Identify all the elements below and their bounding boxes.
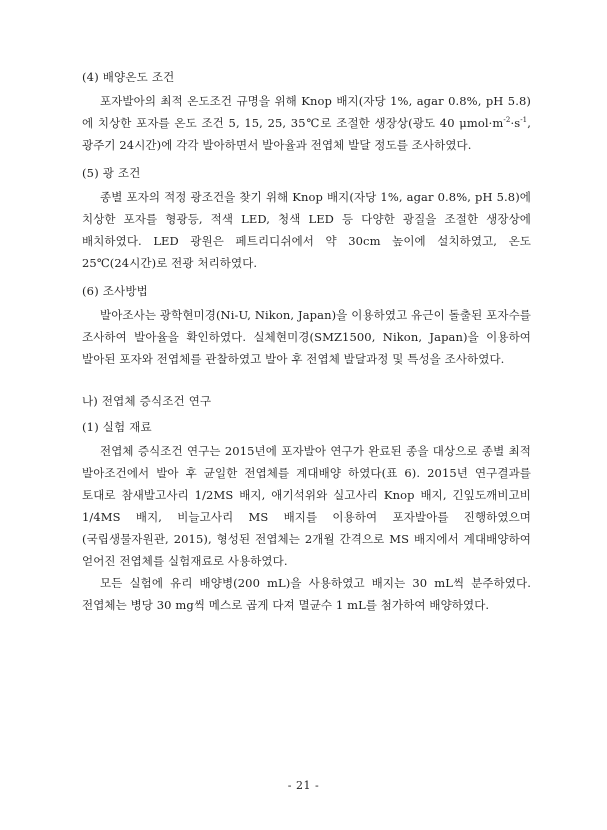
paragraph-text: , 광주기 24시간)에 각각 발아하면서 발아율과 전엽체 발달 정도를 조사하였다.: [82, 116, 531, 152]
superscript: -2: [503, 116, 511, 125]
superscript: -1: [520, 116, 528, 125]
section-heading-culture-temperature: (4) 배양온도 조건: [82, 70, 175, 84]
paragraph-text: ·s: [510, 116, 521, 130]
paragraph-experimental-materials: 전엽체 증식조건 연구는 2015년에 포자발아 연구가 완료된 종을 대상으로 종별 최적 발아조건에서 발아 후 균일한 전엽체를 계대배양 하였다(표 6). 2015년 연구결과를 토대로 참새발고사리 1/2MS 배지, 애기석위와 실고사리 Knop 배지, 긴잎도깨비고비 1/4MS 배지, 비늘고사리 MS 배지를 이용하여 포자발아를 진행하였으며(국립생물자원관, 2015), 형성된 전엽체는 2개월 간격으로 MS 배지에서 계대배양하여 얻어진 전엽체를 실험재료로 사용하였다.: [82, 444, 531, 568]
paragraph-culture-vessels: 모든 실험에 유리 배양병(200 mL)을 사용하였고 배지는 30 mL씩 분주하였다. 전엽체는 병당 30 mg씩 메스로 곱게 다져 멸균수 1 mL를 첨가하여 배양하였다.: [82, 576, 531, 612]
section-heading-experimental-materials: (1) 실험 재료: [82, 420, 152, 434]
paragraph-light-conditions: 종별 포자의 적정 광조건을 찾기 위해 Knop 배지(자당 1%, agar 0.8%, pH 5.8)에 치상한 포자를 형광등, 적색 LED, 청색 LED 등 다양한 광질을 조절한 생장상에 배치하였다. LED 광원은 페트리디쉬에서 약 30cm 높이에 설치하였고, 온도 25℃(24시간)로 전광 처리하였다.: [82, 190, 531, 270]
section-heading-light-conditions: (5) 광 조건: [82, 166, 141, 180]
page-content: [82, 68, 531, 616]
major-heading-prothallus-proliferation: 나) 전엽체 증식조건 연구: [82, 394, 212, 408]
paragraph-survey-method: 발아조사는 광학현미경(Ni-U, Nikon, Japan)을 이용하였고 유근이 돌출된 포자수를 조사하여 발아율을 확인하였다. 실체현미경(SMZ1500, Nikon, Japan)을 이용하여 발아된 포자와 전엽체를 관찰하였고 발아 후 전엽체 발달과정 및 특성을 조사하였다.: [82, 308, 531, 366]
paragraph-culture-temperature: [82, 90, 531, 156]
section-heading-survey-method: (6) 조사방법: [82, 284, 148, 298]
page-number: - 21 -: [287, 779, 320, 792]
paragraph-text: 포자발아의 최적 온도조건 규명을 위해 Knop 배지(자당 1%, agar 0.8%, pH 5.8)에 치상한 포자를 온도 조건 5, 15, 25, 35℃로 조절한 생장상(광도 40 μmol·m: [82, 94, 531, 130]
